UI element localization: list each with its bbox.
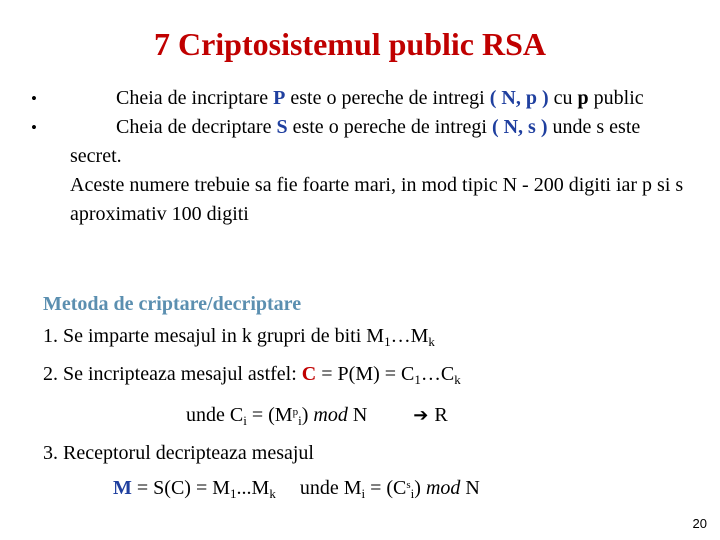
subscript: i bbox=[361, 486, 366, 501]
bullet-text: Cheia de incriptare bbox=[116, 87, 274, 109]
bullet-text: unde s este secret. bbox=[70, 116, 641, 167]
formula-text: unde M bbox=[299, 477, 362, 499]
formula-text: ) bbox=[414, 477, 426, 499]
subscript: i bbox=[410, 486, 415, 501]
subscript: 1 bbox=[384, 334, 391, 349]
formula-text: ...M bbox=[236, 477, 270, 499]
formula-text: = (M bbox=[246, 404, 293, 426]
page-number: 20 bbox=[692, 516, 707, 531]
method-step-2-formula bbox=[43, 396, 693, 437]
step-text: = P(M) = C bbox=[316, 363, 415, 385]
subscript: k bbox=[269, 486, 276, 501]
superscript: s bbox=[406, 479, 411, 491]
subscript: i bbox=[243, 413, 247, 428]
bullet-item-decryption-key bbox=[0, 113, 695, 229]
step-text: 2. Se incripteaza mesajul astfel: bbox=[43, 363, 302, 385]
formula-text: ) bbox=[301, 404, 314, 426]
bullet-list bbox=[0, 84, 720, 229]
formula-text: N bbox=[347, 404, 368, 426]
key-term: p bbox=[577, 87, 589, 109]
step-text: …M bbox=[390, 325, 429, 347]
subscript: k bbox=[454, 372, 461, 387]
formula-text: N bbox=[460, 477, 480, 499]
method-step-1 bbox=[43, 320, 693, 358]
subscript: 1 bbox=[414, 372, 421, 387]
bullet-text: cu bbox=[548, 87, 578, 109]
subscript: k bbox=[428, 334, 435, 349]
message-m: M bbox=[113, 477, 132, 499]
subscript: i bbox=[298, 413, 302, 428]
step-text: 1. Se imparte mesajul in k grupri de biti M bbox=[43, 325, 385, 347]
superscript: p bbox=[292, 406, 299, 418]
ciphertext-c: C bbox=[301, 363, 317, 385]
bullet-icon: • bbox=[31, 89, 37, 108]
key-pair: ( N, s ) bbox=[491, 116, 548, 138]
step-text: …C bbox=[420, 363, 455, 385]
method-step-2 bbox=[43, 358, 693, 396]
slide-title: 7 Criptosistemul public RSA bbox=[153, 26, 547, 62]
key-pair: ( N, p ) bbox=[489, 87, 549, 109]
result-r: R bbox=[434, 404, 448, 426]
key-s: S bbox=[276, 116, 288, 138]
formula-text: unde C bbox=[186, 404, 244, 426]
mod-operator: mod bbox=[425, 477, 461, 499]
formula-text: = S(C) = M bbox=[131, 477, 231, 499]
method-step-3: 3. Receptorul decripteaza mesajul bbox=[43, 442, 314, 464]
method-step-3-formula bbox=[43, 469, 693, 510]
formula-text: = (C bbox=[365, 477, 407, 499]
bullet-item-encryption-key bbox=[0, 84, 695, 113]
arrow-right-icon: ➔ bbox=[413, 405, 429, 425]
mod-operator: mod bbox=[313, 404, 348, 426]
bullet-icon: • bbox=[31, 118, 37, 137]
subscript: 1 bbox=[230, 486, 237, 501]
bullet-text: public bbox=[588, 87, 644, 109]
method-section bbox=[43, 288, 693, 510]
bullet-text: este o pereche de intregi bbox=[287, 116, 492, 138]
key-p: P bbox=[273, 87, 286, 109]
bullet-text: Cheia de decriptare bbox=[116, 116, 277, 138]
method-heading: Metoda de criptare/decriptare bbox=[43, 293, 302, 315]
bullet-note: Aceste numere trebuie sa fie foarte mari, in mod tipic N - 200 digiti iar p si s aproximativ 100 digiti bbox=[70, 174, 684, 225]
bullet-text: este o pereche de intregi bbox=[285, 87, 490, 109]
